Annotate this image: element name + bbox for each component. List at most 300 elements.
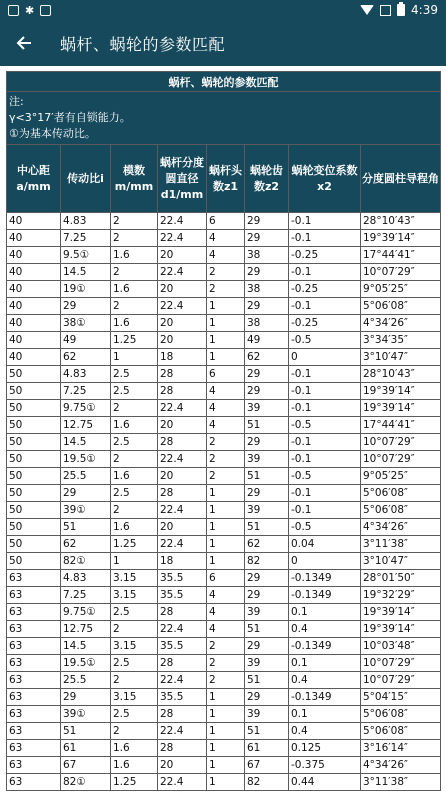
table-row [7,434,441,451]
status-left-icons [8,5,51,16]
table-cell: 14.5 [61,264,111,281]
table-row [7,706,441,723]
table-cell: -0.1349 [289,587,361,604]
table-cell: 63 [7,706,61,723]
table-caption: 蜗杆、蜗轮的参数匹配 [7,72,441,92]
table-cell: -0.25 [289,315,361,332]
table-cell: 20 [158,247,207,264]
table-cell: 38 [245,315,289,332]
table-cell: 51 [245,672,289,689]
table-cell: 2 [207,281,245,298]
table-notes [7,92,441,145]
table-row [7,757,441,774]
table-cell: 0.04 [289,536,361,553]
table-cell: 82① [61,774,111,791]
table-cell: 22.4 [158,536,207,553]
table-row [7,264,441,281]
table-cell: 28 [158,383,207,400]
table-cell: 50 [7,400,61,417]
table-cell: -0.1 [289,502,361,519]
header-module: 模数m/mm [111,145,158,213]
table-cell: 51 [61,519,111,536]
table-cell: 19°39′14″ [361,383,441,400]
table-row [7,213,441,230]
table-cell: 29 [245,689,289,706]
table-cell: 2.5 [111,383,158,400]
table-row [7,655,441,672]
table-cell: 35.5 [158,638,207,655]
table-cell: 0.1 [289,604,361,621]
table-cell: 4 [207,230,245,247]
table-cell: 9.75① [61,400,111,417]
table-cell: 1 [207,689,245,706]
table-cell: 6 [207,570,245,587]
table-cell: 62 [245,536,289,553]
table-cell: 29 [245,587,289,604]
table-cell: 10°07′29″ [361,451,441,468]
table-cell: 2.5 [111,655,158,672]
table-cell: 9.5① [61,247,111,264]
table-cell: 50 [7,519,61,536]
table-cell: 7.25 [61,587,111,604]
table-cell: 12.75 [61,621,111,638]
table-cell: 50 [7,536,61,553]
table-cell: 50 [7,451,61,468]
table-cell: 38 [245,247,289,264]
table-cell: 0.4 [289,621,361,638]
back-arrow-icon[interactable] [0,20,48,66]
table-cell: 1.25 [111,536,158,553]
table-cell: 4.83 [61,570,111,587]
table-cell: 40 [7,315,61,332]
table-cell: 19°39′14″ [361,400,441,417]
table-cell: 51 [245,621,289,638]
table-cell: 1.6 [111,281,158,298]
table-cell: 2 [111,672,158,689]
table-cell: -0.1 [289,264,361,281]
table-cell: 3.15 [111,638,158,655]
table-cell: 67 [61,757,111,774]
table-cell: 29 [245,638,289,655]
table-cell: -0.5 [289,468,361,485]
table-cell: 12.75 [61,417,111,434]
table-cell: -0.5 [289,519,361,536]
table-row [7,519,441,536]
table-cell: 2.5 [111,434,158,451]
table-cell: -0.1 [289,366,361,383]
table-row [7,315,441,332]
table-cell: 1 [207,332,245,349]
table-cell: 25.5 [61,672,111,689]
table-cell: 63 [7,774,61,791]
table-cell: 20 [158,281,207,298]
table-cell: 22.4 [158,502,207,519]
table-cell: 29 [245,434,289,451]
table-cell: 1.6 [111,247,158,264]
table-cell: 19°39′14″ [361,230,441,247]
table-cell: 4 [207,400,245,417]
table-cell: 3°16′14″ [361,740,441,757]
table-row [7,281,441,298]
table-row [7,485,441,502]
table-cell: 63 [7,604,61,621]
table-cell: 2 [111,264,158,281]
table-cell: 51 [245,468,289,485]
table-cell: 61 [245,740,289,757]
table-cell: 29 [245,485,289,502]
table-cell: 51 [61,723,111,740]
table-cell: 2 [111,502,158,519]
status-bar [0,0,446,20]
table-row [7,468,441,485]
table-row [7,400,441,417]
table-cell: -0.1 [289,485,361,502]
table-cell: 4 [207,587,245,604]
table-cell: 14.5 [61,434,111,451]
table-cell: 51 [245,519,289,536]
table-cell: 29 [61,689,111,706]
table-cell: 10°07′29″ [361,264,441,281]
table-cell: 1 [207,349,245,366]
status-right-icons [360,3,438,17]
table-cell: -0.5 [289,332,361,349]
table-cell: 50 [7,366,61,383]
table-cell: 2 [111,298,158,315]
header-center-distance: 中心距a/mm [7,145,61,213]
table-cell: 2 [207,468,245,485]
table-cell: 3°34′35″ [361,332,441,349]
table-cell: 4°34′26″ [361,519,441,536]
table-cell: -0.1 [289,298,361,315]
table-cell: -0.25 [289,281,361,298]
table-cell: 3.15 [111,570,158,587]
table-cell: 40 [7,349,61,366]
table-cell: 5°06′08″ [361,706,441,723]
header-lead-angle: 分度圆柱导程角 [361,145,441,213]
table-row [7,740,441,757]
table-cell: 63 [7,740,61,757]
table-cell: 6 [207,213,245,230]
table-cell: 39 [245,655,289,672]
table-cell: 4.83 [61,366,111,383]
table-cell: 3.15 [111,689,158,706]
battery-icon [397,4,405,16]
table-cell: 22.4 [158,621,207,638]
table-cell: 25.5 [61,468,111,485]
table-cell: 4 [207,247,245,264]
table-cell: 22.4 [158,451,207,468]
table-cell: -0.1 [289,434,361,451]
table-row [7,672,441,689]
table-cell: 5°06′08″ [361,723,441,740]
table-cell: 35.5 [158,587,207,604]
table-cell: 1 [207,553,245,570]
table-cell: 19°39′14″ [361,604,441,621]
table-cell: 39 [245,400,289,417]
table-cell: 2 [207,451,245,468]
table-cell: 29 [245,264,289,281]
table-cell: 0.1 [289,655,361,672]
table-cell: 3°10′47″ [361,349,441,366]
table-cell: 10°07′29″ [361,655,441,672]
table-cell: 18 [158,553,207,570]
table-row [7,587,441,604]
table-cell: 1.6 [111,468,158,485]
table-cell: 1 [111,349,158,366]
table-cell: 9.75① [61,604,111,621]
table-cell: 2 [207,655,245,672]
table-cell: 39 [245,451,289,468]
table-cell: 67 [245,757,289,774]
table-cell: 17°44′41″ [361,247,441,264]
table-row [7,621,441,638]
table-cell: 0.4 [289,723,361,740]
table-cell: 1.25 [111,332,158,349]
table-cell: 40 [7,332,61,349]
table-cell: 7.25 [61,383,111,400]
table-cell: 82 [245,774,289,791]
table-cell: -0.1 [289,230,361,247]
table-row [7,298,441,315]
table-cell: 1.25 [111,774,158,791]
table-cell: 1.6 [111,757,158,774]
table-cell: 35.5 [158,689,207,706]
header-worm-starts: 蜗杆头数z1 [207,145,245,213]
note-line: ①为基本传动比。 [9,127,96,140]
table-cell: 4.83 [61,213,111,230]
table-cell: 51 [245,723,289,740]
table-cell: 2.5 [111,604,158,621]
table-cell: 2.5 [111,366,158,383]
table-cell: 1 [207,740,245,757]
table-cell: 1 [207,485,245,502]
parameter-table [6,71,441,791]
table-cell: 2 [207,672,245,689]
table-cell: 14.5 [61,638,111,655]
table-cell: 1 [207,757,245,774]
notification-a-icon [40,5,51,16]
table-cell: 10°07′29″ [361,672,441,689]
no-signal-icon [380,5,391,16]
table-cell: 20 [158,519,207,536]
table-cell: 2 [207,638,245,655]
table-row [7,332,441,349]
notification-app-icon [8,5,19,16]
table-cell: 40 [7,264,61,281]
table-cell: 2.5 [111,706,158,723]
table-row [7,349,441,366]
table-cell: 1.6 [111,315,158,332]
table-cell: 28°10′43″ [361,213,441,230]
table-cell: 0 [289,349,361,366]
table-cell: 50 [7,553,61,570]
table-cell: 63 [7,723,61,740]
table-cell: 28 [158,655,207,672]
table-row [7,553,441,570]
table-cell: 4 [207,604,245,621]
table-cell: 0.4 [289,672,361,689]
table-cell: 82① [61,553,111,570]
table-cell: -0.1349 [289,638,361,655]
table-cell: 1 [207,706,245,723]
table-cell: 2.5 [111,485,158,502]
table-cell: 63 [7,587,61,604]
table-cell: 50 [7,468,61,485]
table-cell: 0.44 [289,774,361,791]
table-cell: 4°34′26″ [361,315,441,332]
table-cell: 1 [207,519,245,536]
table-cell: 39 [245,604,289,621]
table-cell: 40 [7,281,61,298]
table-cell: 49 [61,332,111,349]
status-time: 4:39 [411,3,438,17]
table-cell: 2 [111,723,158,740]
table-cell: 3°10′47″ [361,553,441,570]
table-cell: 29 [245,230,289,247]
table-row [7,570,441,587]
table-cell: 5°04′15″ [361,689,441,706]
table-cell: 1 [207,502,245,519]
table-cell: 28 [158,485,207,502]
table-cell: 29 [245,213,289,230]
header-wheel-teeth: 蜗轮齿数z2 [245,145,289,213]
table-cell: 28 [158,434,207,451]
wifi-icon [360,5,374,15]
table-cell: 39 [245,502,289,519]
table-cell: 22.4 [158,298,207,315]
table-cell: 62 [61,349,111,366]
table-cell: -0.1 [289,451,361,468]
table-cell: 62 [61,536,111,553]
table-cell: 40 [7,213,61,230]
table-cell: 2 [207,264,245,281]
table-cell: 63 [7,655,61,672]
table-cell: 0.1 [289,706,361,723]
table-cell: 10°07′29″ [361,434,441,451]
table-cell: 29 [245,570,289,587]
table-cell: 50 [7,434,61,451]
table-row [7,536,441,553]
table-cell: 4 [207,417,245,434]
header-ratio: 传动比i [61,145,111,213]
table-cell: 50 [7,485,61,502]
table-cell: 4°34′26″ [361,757,441,774]
table-cell: 4 [207,383,245,400]
table-cell: 6 [207,366,245,383]
table-row [7,417,441,434]
table-cell: 40 [7,230,61,247]
table-cell: 1 [207,536,245,553]
table-cell: 2 [111,230,158,247]
table-cell: 1 [207,315,245,332]
table-cell: 18 [158,349,207,366]
table-cell: 39 [245,706,289,723]
table-cell: 29 [61,298,111,315]
table-cell: 49 [245,332,289,349]
table-row [7,689,441,706]
table-cell: 3.15 [111,587,158,604]
table-cell: 3°11′38″ [361,536,441,553]
table-cell: 17°44′41″ [361,417,441,434]
table-row [7,366,441,383]
table-cell: 1.6 [111,519,158,536]
table-cell: 63 [7,638,61,655]
table-row [7,383,441,400]
table-cell: 2 [111,213,158,230]
table-cell: 40 [7,298,61,315]
table-cell: 28 [158,604,207,621]
table-cell: 19°39′14″ [361,621,441,638]
table-cell: 22.4 [158,672,207,689]
table-cell: 20 [158,468,207,485]
table-cell: 9°05′25″ [361,468,441,485]
table-cell: 22.4 [158,774,207,791]
table-header-row [7,145,441,213]
table-cell: 19① [61,281,111,298]
table-cell: 28°10′43″ [361,366,441,383]
table-cell: 4 [207,621,245,638]
table-cell: -0.1 [289,383,361,400]
table-cell: -0.1 [289,400,361,417]
table-cell: 39① [61,706,111,723]
table-cell: 63 [7,689,61,706]
table-row [7,774,441,791]
table-cell: -0.1349 [289,689,361,706]
table-cell: 29 [245,298,289,315]
table-cell: 61 [61,740,111,757]
table-cell: 82 [245,553,289,570]
table-row [7,230,441,247]
table-cell: 1 [207,774,245,791]
table-row [7,638,441,655]
table-cell: -0.1 [289,213,361,230]
table-cell: 1 [207,298,245,315]
table-cell: 28 [158,706,207,723]
content-area [6,71,440,791]
table-cell: 1 [111,553,158,570]
table-cell: 63 [7,570,61,587]
table-cell: 1.6 [111,740,158,757]
table-cell: 40 [7,247,61,264]
table-cell: 63 [7,672,61,689]
table-cell: 20 [158,332,207,349]
table-cell: 28 [158,740,207,757]
table-cell: 0 [289,553,361,570]
table-cell: 10°03′48″ [361,638,441,655]
table-cell: 19°32′29″ [361,587,441,604]
note-line: 注: [9,95,24,108]
table-cell: 28 [158,366,207,383]
table-cell: 63 [7,621,61,638]
table-cell: 2 [111,621,158,638]
table-cell: 5°06′08″ [361,502,441,519]
table-cell: 35.5 [158,570,207,587]
table-cell: 50 [7,502,61,519]
table-cell: 38① [61,315,111,332]
table-cell: 2 [207,434,245,451]
table-cell: 3°11′38″ [361,774,441,791]
table-cell: 51 [245,417,289,434]
table-row [7,247,441,264]
table-cell: 19.5① [61,655,111,672]
table-cell: -0.5 [289,417,361,434]
table-cell: 50 [7,383,61,400]
table-row [7,451,441,468]
table-cell: 29 [61,485,111,502]
table-cell: 20 [158,315,207,332]
table-cell: 29 [245,383,289,400]
table-cell: 63 [7,757,61,774]
